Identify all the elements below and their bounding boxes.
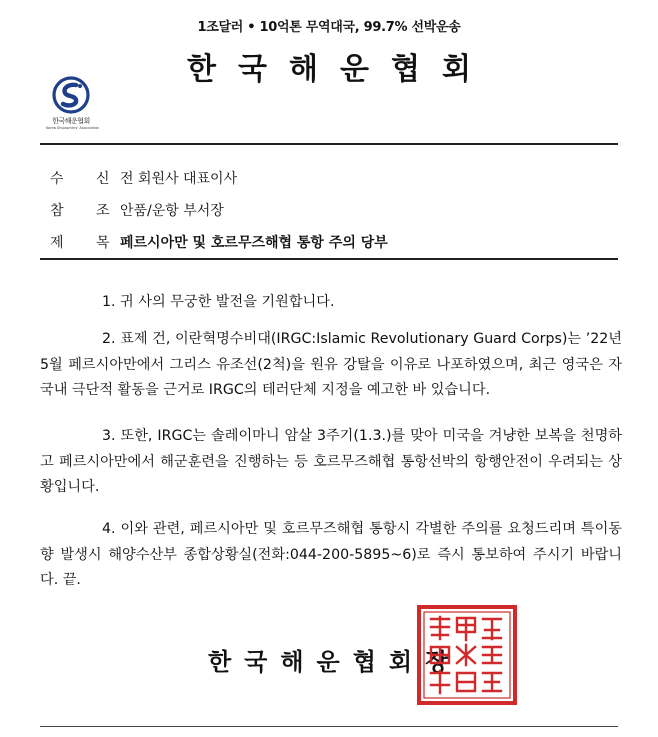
body-paragraph-4 <box>40 517 622 594</box>
reference-label-2: 조 <box>96 203 110 219</box>
body-paragraph-1 <box>40 290 622 316</box>
body-paragraph-3 <box>40 424 622 501</box>
subject-label: 제 <box>50 235 64 251</box>
korea-shipowners-association-logo-icon <box>52 76 90 114</box>
header-bottom-rule <box>40 258 618 260</box>
reference-value: 안품/운항 부서장 <box>120 203 224 219</box>
recipient-value: 전 회원사 대표이사 <box>120 171 238 187</box>
logo-english-name: Korea Shipowners' Association <box>46 126 100 130</box>
signature: 한국해운협회장 <box>208 648 462 676</box>
reference-row <box>50 200 224 220</box>
logo-korean-name: 한국해운협회 <box>52 117 90 125</box>
body-paragraph-2 <box>40 327 622 404</box>
org-title: 한국해운협회 <box>187 52 493 87</box>
paragraph-3-text: 3. 또한, IRGC는 솔레이마니 암살 3주기(1.3.)를 맞아 미국을 겨냥한 보복을 천명하고 페르시아만에서 해군훈련을 진행하는 등 호르무즈해협 통항선박의 항행안전이 우려되는 상황입니다. <box>40 428 622 495</box>
subject-value: 페르시아만 및 호르무즈해협 통항 주의 당부 <box>120 235 388 251</box>
recipient-label: 수 <box>50 171 64 187</box>
recipient-row <box>50 168 237 188</box>
organization-logo <box>46 76 100 130</box>
slogan: 1조달러 • 10억톤 무역대국, 99.7% 선박운송 <box>197 20 461 35</box>
footer-rule <box>40 726 618 727</box>
paragraph-4-text: 4. 이와 관련, 페르시아만 및 호르무즈해협 통항시 각별한 주의를 요청드리며 특이동향 발생시 해양수산부 종합상황실(전화:044-200-5895~6)로 즉시 통보하여 주시기 바랍니다. 끝. <box>40 521 622 588</box>
reference-label: 참 <box>50 203 64 219</box>
header-top-rule <box>40 143 618 145</box>
paragraph-1-text: 1. 귀 사의 무궁한 발전을 기원합니다. <box>102 294 335 310</box>
subject-label-2: 목 <box>96 235 110 251</box>
recipient-label-2: 신 <box>96 171 110 187</box>
official-seal <box>415 603 519 707</box>
subject-row <box>50 232 388 252</box>
paragraph-2-text: 2. 표제 건, 이란혁명수비대(IRGC:Islamic Revolutionary Guard Corps)는 ’22년 5월 페르시아만에서 그리스 유조선(2척)을 원유 강탈을 이유로 나포하였으며, 최근 영국은 자국내 극단적 활동을 근거로 IRGC의 테러단체 지정을 예고한 바 있습니다. <box>40 331 622 398</box>
official-red-seal-icon <box>415 603 519 707</box>
